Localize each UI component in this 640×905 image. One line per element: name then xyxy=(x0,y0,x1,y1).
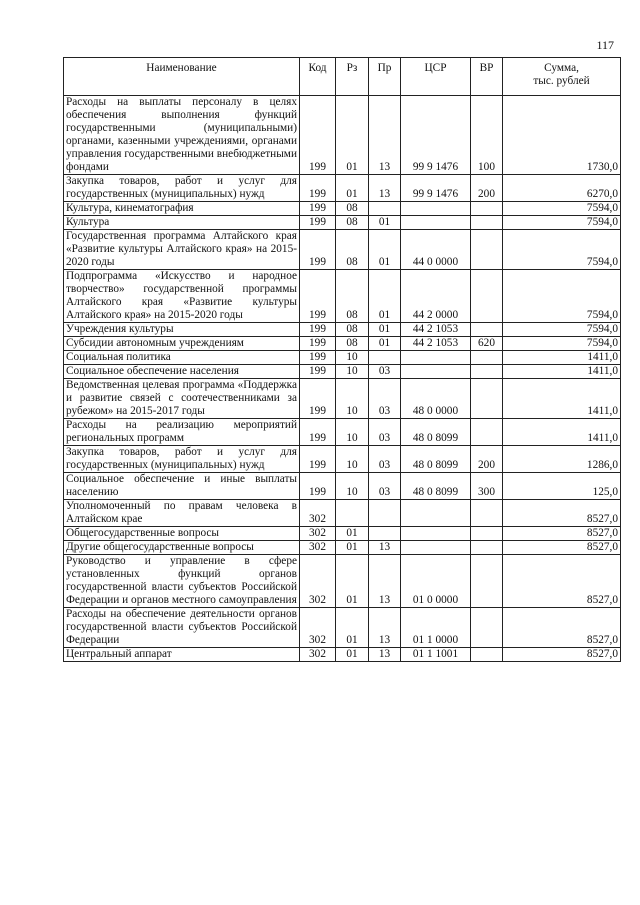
cell-csr: 44 2 1053 xyxy=(401,337,471,351)
table-body xyxy=(64,96,621,662)
cell-kod: 199 xyxy=(300,216,336,230)
cell-kod: 302 xyxy=(300,608,336,648)
cell-csr: 48 0 8099 xyxy=(401,446,471,473)
cell-kod: 199 xyxy=(300,351,336,365)
cell-kod: 302 xyxy=(300,527,336,541)
cell-rz: 01 xyxy=(336,608,369,648)
cell-name: Центральный аппарат xyxy=(64,648,300,662)
cell-sum: 7594,0 xyxy=(503,216,621,230)
cell-rz: 08 xyxy=(336,270,369,323)
cell-rz: 10 xyxy=(336,446,369,473)
cell-kod: 302 xyxy=(300,541,336,555)
cell-sum: 1730,0 xyxy=(503,96,621,175)
cell-csr: 48 0 8099 xyxy=(401,419,471,446)
table-row xyxy=(64,96,621,175)
cell-kod: 199 xyxy=(300,419,336,446)
table-row xyxy=(64,216,621,230)
table-row xyxy=(64,419,621,446)
header-name: Наименование xyxy=(64,58,300,96)
cell-name: Уполномоченный по правам человека в Алтайском крае xyxy=(64,500,300,527)
cell-vr xyxy=(471,541,503,555)
cell-rz: 08 xyxy=(336,216,369,230)
cell-name: Расходы на реализацию мероприятий региональных программ xyxy=(64,419,300,446)
cell-name: Ведомственная целевая программа «Поддержка и развитие связей с соотечественниками за рубежом» на 2015-2017 годы xyxy=(64,379,300,419)
cell-rz: 01 xyxy=(336,555,369,608)
budget-table xyxy=(63,57,621,662)
cell-csr xyxy=(401,351,471,365)
cell-csr: 01 0 0000 xyxy=(401,555,471,608)
cell-pr: 01 xyxy=(369,230,401,270)
cell-pr: 13 xyxy=(369,175,401,202)
table-row xyxy=(64,608,621,648)
cell-csr: 48 0 0000 xyxy=(401,379,471,419)
cell-pr: 13 xyxy=(369,555,401,608)
cell-vr xyxy=(471,323,503,337)
table-row xyxy=(64,365,621,379)
cell-vr: 200 xyxy=(471,446,503,473)
cell-sum: 6270,0 xyxy=(503,175,621,202)
cell-pr xyxy=(369,202,401,216)
cell-name: Другие общегосударственные вопросы xyxy=(64,541,300,555)
cell-pr: 01 xyxy=(369,216,401,230)
cell-name: Социальное обеспечение и иные выплаты населению xyxy=(64,473,300,500)
cell-name: Закупка товаров, работ и услуг для государственных (муниципальных) нужд xyxy=(64,175,300,202)
cell-name: Субсидии автономным учреждениям xyxy=(64,337,300,351)
cell-sum: 1286,0 xyxy=(503,446,621,473)
cell-sum: 125,0 xyxy=(503,473,621,500)
header-csr: ЦСР xyxy=(401,58,471,96)
cell-vr xyxy=(471,365,503,379)
table-row xyxy=(64,555,621,608)
cell-name: Социальное обеспечение населения xyxy=(64,365,300,379)
cell-name: Расходы на выплаты персоналу в целях обеспечения выполнения функций государственными (муниципальными) органами, казенными учреждениями, органами управления государственными внебюджетными фондами xyxy=(64,96,300,175)
cell-vr xyxy=(471,419,503,446)
cell-sum: 1411,0 xyxy=(503,419,621,446)
cell-rz xyxy=(336,500,369,527)
cell-kod: 302 xyxy=(300,648,336,662)
cell-vr xyxy=(471,527,503,541)
cell-sum: 1411,0 xyxy=(503,351,621,365)
cell-rz: 10 xyxy=(336,351,369,365)
table-row xyxy=(64,230,621,270)
cell-rz: 01 xyxy=(336,541,369,555)
cell-name: Расходы на обеспечение деятельности органов государственной власти субъектов Российской Федерации xyxy=(64,608,300,648)
cell-csr xyxy=(401,365,471,379)
cell-kod: 199 xyxy=(300,365,336,379)
table-row xyxy=(64,379,621,419)
cell-csr: 01 1 0000 xyxy=(401,608,471,648)
cell-name: Учреждения культуры xyxy=(64,323,300,337)
cell-csr: 48 0 8099 xyxy=(401,473,471,500)
cell-kod: 199 xyxy=(300,202,336,216)
cell-vr xyxy=(471,555,503,608)
cell-pr: 01 xyxy=(369,323,401,337)
cell-pr: 13 xyxy=(369,648,401,662)
table-row xyxy=(64,270,621,323)
cell-kod: 199 xyxy=(300,175,336,202)
cell-csr xyxy=(401,541,471,555)
cell-rz: 08 xyxy=(336,323,369,337)
cell-csr: 99 9 1476 xyxy=(401,96,471,175)
cell-sum: 8527,0 xyxy=(503,541,621,555)
cell-pr: 13 xyxy=(369,608,401,648)
cell-csr: 44 2 1053 xyxy=(401,323,471,337)
cell-sum: 7594,0 xyxy=(503,230,621,270)
cell-pr xyxy=(369,527,401,541)
cell-pr: 13 xyxy=(369,96,401,175)
cell-csr xyxy=(401,216,471,230)
cell-pr: 03 xyxy=(369,419,401,446)
cell-vr xyxy=(471,216,503,230)
cell-rz: 08 xyxy=(336,337,369,351)
cell-pr: 13 xyxy=(369,541,401,555)
table-row xyxy=(64,541,621,555)
cell-name: Государственная программа Алтайского края «Развитие культуры Алтайского края» на 2015-2020 годы xyxy=(64,230,300,270)
cell-vr: 620 xyxy=(471,337,503,351)
cell-csr: 44 0 0000 xyxy=(401,230,471,270)
cell-vr: 200 xyxy=(471,175,503,202)
cell-name: Закупка товаров, работ и услуг для государственных (муниципальных) нужд xyxy=(64,446,300,473)
cell-sum: 8527,0 xyxy=(503,648,621,662)
cell-sum: 7594,0 xyxy=(503,337,621,351)
cell-vr: 300 xyxy=(471,473,503,500)
cell-kod: 199 xyxy=(300,337,336,351)
cell-csr xyxy=(401,500,471,527)
cell-rz: 10 xyxy=(336,365,369,379)
table-row xyxy=(64,202,621,216)
cell-vr xyxy=(471,500,503,527)
table-row xyxy=(64,648,621,662)
cell-sum: 7594,0 xyxy=(503,270,621,323)
cell-pr: 03 xyxy=(369,365,401,379)
cell-vr xyxy=(471,270,503,323)
cell-rz: 08 xyxy=(336,202,369,216)
cell-name: Общегосударственные вопросы xyxy=(64,527,300,541)
cell-pr: 03 xyxy=(369,473,401,500)
cell-sum: 7594,0 xyxy=(503,323,621,337)
cell-sum: 8527,0 xyxy=(503,608,621,648)
table-row xyxy=(64,473,621,500)
header-pr: Пр xyxy=(369,58,401,96)
cell-kod: 199 xyxy=(300,446,336,473)
cell-csr xyxy=(401,527,471,541)
cell-sum: 8527,0 xyxy=(503,555,621,608)
cell-sum: 7594,0 xyxy=(503,202,621,216)
cell-kod: 302 xyxy=(300,555,336,608)
table-row xyxy=(64,337,621,351)
table-row xyxy=(64,527,621,541)
page-number: 117 xyxy=(596,38,614,52)
cell-vr xyxy=(471,351,503,365)
cell-pr: 01 xyxy=(369,337,401,351)
cell-rz: 10 xyxy=(336,379,369,419)
table-row xyxy=(64,323,621,337)
cell-rz: 01 xyxy=(336,175,369,202)
cell-csr: 99 9 1476 xyxy=(401,175,471,202)
cell-sum: 8527,0 xyxy=(503,500,621,527)
cell-kod: 199 xyxy=(300,270,336,323)
cell-pr: 01 xyxy=(369,270,401,323)
header-sum: Сумма, тыс. рублей xyxy=(503,58,621,96)
table-row xyxy=(64,500,621,527)
cell-name: Культура, кинематография xyxy=(64,202,300,216)
table-header-row xyxy=(64,58,621,96)
cell-name: Социальная политика xyxy=(64,351,300,365)
cell-name: Культура xyxy=(64,216,300,230)
cell-kod: 199 xyxy=(300,323,336,337)
cell-pr xyxy=(369,500,401,527)
header-kod: Код xyxy=(300,58,336,96)
cell-csr xyxy=(401,202,471,216)
cell-csr: 44 2 0000 xyxy=(401,270,471,323)
cell-csr: 01 1 1001 xyxy=(401,648,471,662)
cell-kod: 199 xyxy=(300,379,336,419)
table-row xyxy=(64,175,621,202)
cell-vr xyxy=(471,230,503,270)
cell-pr xyxy=(369,351,401,365)
cell-pr: 03 xyxy=(369,446,401,473)
cell-rz: 01 xyxy=(336,96,369,175)
cell-rz: 08 xyxy=(336,230,369,270)
header-rz: Рз xyxy=(336,58,369,96)
cell-kod: 302 xyxy=(300,500,336,527)
cell-vr xyxy=(471,202,503,216)
table-row xyxy=(64,351,621,365)
cell-rz: 01 xyxy=(336,527,369,541)
cell-name: Подпрограмма «Искусство и народное творчество» государственной программы Алтайского края «Развитие культуры Алтайского края» на 2015-2020 годы xyxy=(64,270,300,323)
cell-vr xyxy=(471,648,503,662)
cell-rz: 10 xyxy=(336,473,369,500)
cell-rz: 10 xyxy=(336,419,369,446)
cell-kod: 199 xyxy=(300,96,336,175)
table-row xyxy=(64,446,621,473)
cell-vr xyxy=(471,608,503,648)
cell-kod: 199 xyxy=(300,230,336,270)
cell-name: Руководство и управление в сфере установленных функций органов государственной власти субъектов Российской Федерации и органов местного самоуправления xyxy=(64,555,300,608)
cell-sum: 1411,0 xyxy=(503,365,621,379)
cell-sum: 1411,0 xyxy=(503,379,621,419)
cell-rz: 01 xyxy=(336,648,369,662)
cell-kod: 199 xyxy=(300,473,336,500)
cell-pr: 03 xyxy=(369,379,401,419)
cell-vr: 100 xyxy=(471,96,503,175)
cell-sum: 8527,0 xyxy=(503,527,621,541)
cell-vr xyxy=(471,379,503,419)
header-vr: ВР xyxy=(471,58,503,96)
